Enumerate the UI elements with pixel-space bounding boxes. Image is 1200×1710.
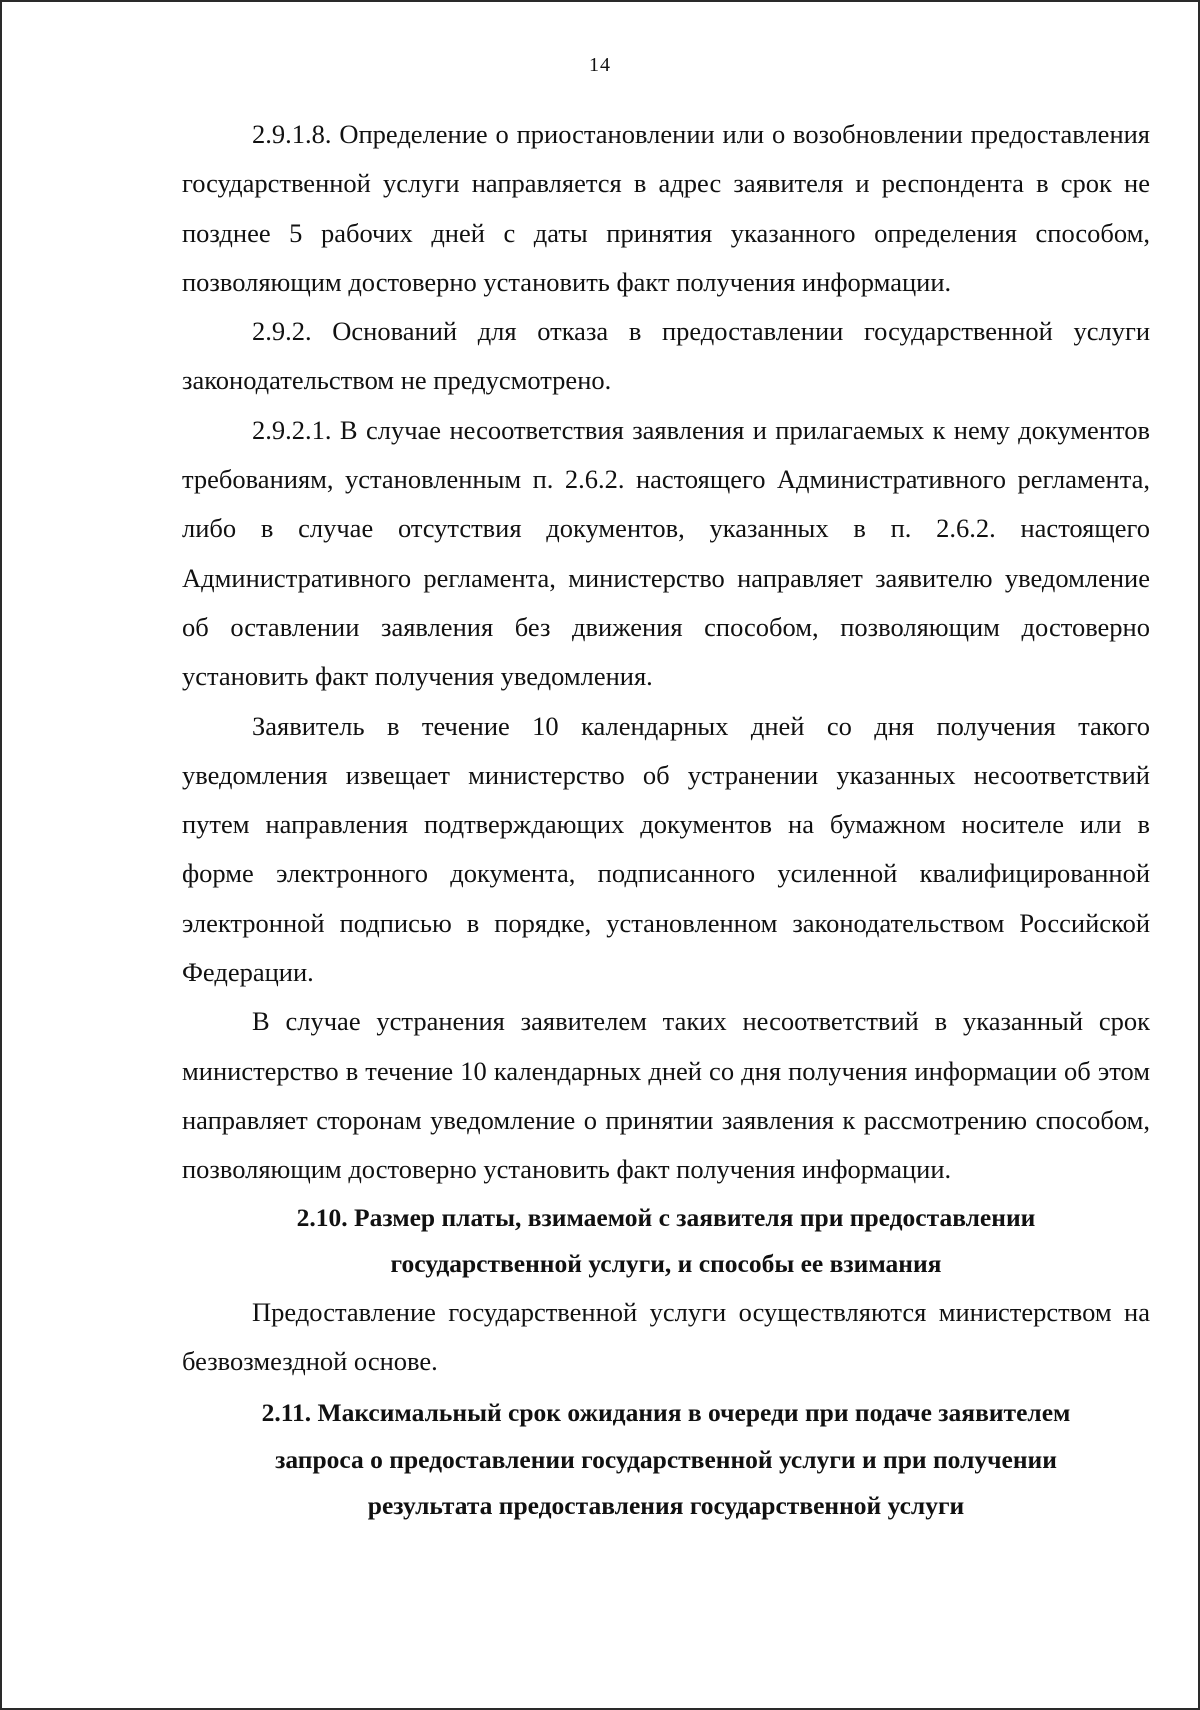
section-2-11-heading-line2: запроса о предоставлении государственной услуги и при получении <box>275 1444 1057 1474</box>
section-2-11-heading-line1: 2.11. Максимальный срок ожидания в очереди при подаче заявителем <box>261 1398 1071 1428</box>
paragraph-2-9-2-1: 2.9.2.1. В случае несоответствия заявления и прилагаемых к нему документов требованиям, установленным п. 2.6.2. настоящего Административного регламента, либо в случае отсутствия документов, указанных в п. 2.6.2. настоящего Административного регламента, министерство направляет заявителю уведомление об оставлении заявления без движения способом, позволяющим достоверно установить факт получения уведомления. <box>182 414 1150 692</box>
section-2-10-heading-line1: 2.10. Размер платы, взимаемой с заявителя при предоставлении <box>296 1202 1036 1232</box>
scan-border-left <box>0 0 2 1710</box>
section-2-11-heading <box>182 1390 1150 1530</box>
section-2-11-heading-line3: результата предоставления государственной услуги <box>367 1491 965 1521</box>
scan-border-top <box>0 0 1200 2</box>
paragraph-2-9-2: 2.9.2. Оснований для отказа в предоставлении государственной услуги законодательством не предусмотрено. <box>182 316 1150 396</box>
document-body <box>182 110 1150 1530</box>
paragraph-2-10-body: Предоставление государственной услуги осуществляются министерством на безвозмездной основе. <box>182 1296 1150 1376</box>
paragraph-acceptance-notice: В случае устранения заявителем таких несоответствий в указанный срок министерство в течение 10 календарных дней со дня получения информации об этом направляет сторонам уведомление о принятии заявления к рассмотрению способом, позволяющим достоверно установить факт получения информации. <box>182 1006 1150 1185</box>
paragraph-2-9-1-8: 2.9.1.8. Определение о приостановлении или о возобновлении предоставления государственной услуги направляется в адрес заявителя и респондента в срок не позднее 5 рабочих дней с даты принятия указанного определения способом, позволяющим достоверно установить факт получения информации. <box>182 119 1150 297</box>
paragraph-applicant-deadline: Заявитель в течение 10 календарных дней со дня получения такого уведомления извещает министерство об устранении указанных несоответствий путем направления подтверждающих документов на бумажном носителе или в форме электронного документа, подписанного усиленной квалифицированной электронной подписью в порядке, установленном законодательством Российской Федерации. <box>182 710 1150 988</box>
section-2-10-heading <box>182 1195 1150 1288</box>
page-number: 14 <box>589 54 611 76</box>
section-2-10-heading-line2: государственной услуги, и способы ее взимания <box>390 1249 942 1279</box>
